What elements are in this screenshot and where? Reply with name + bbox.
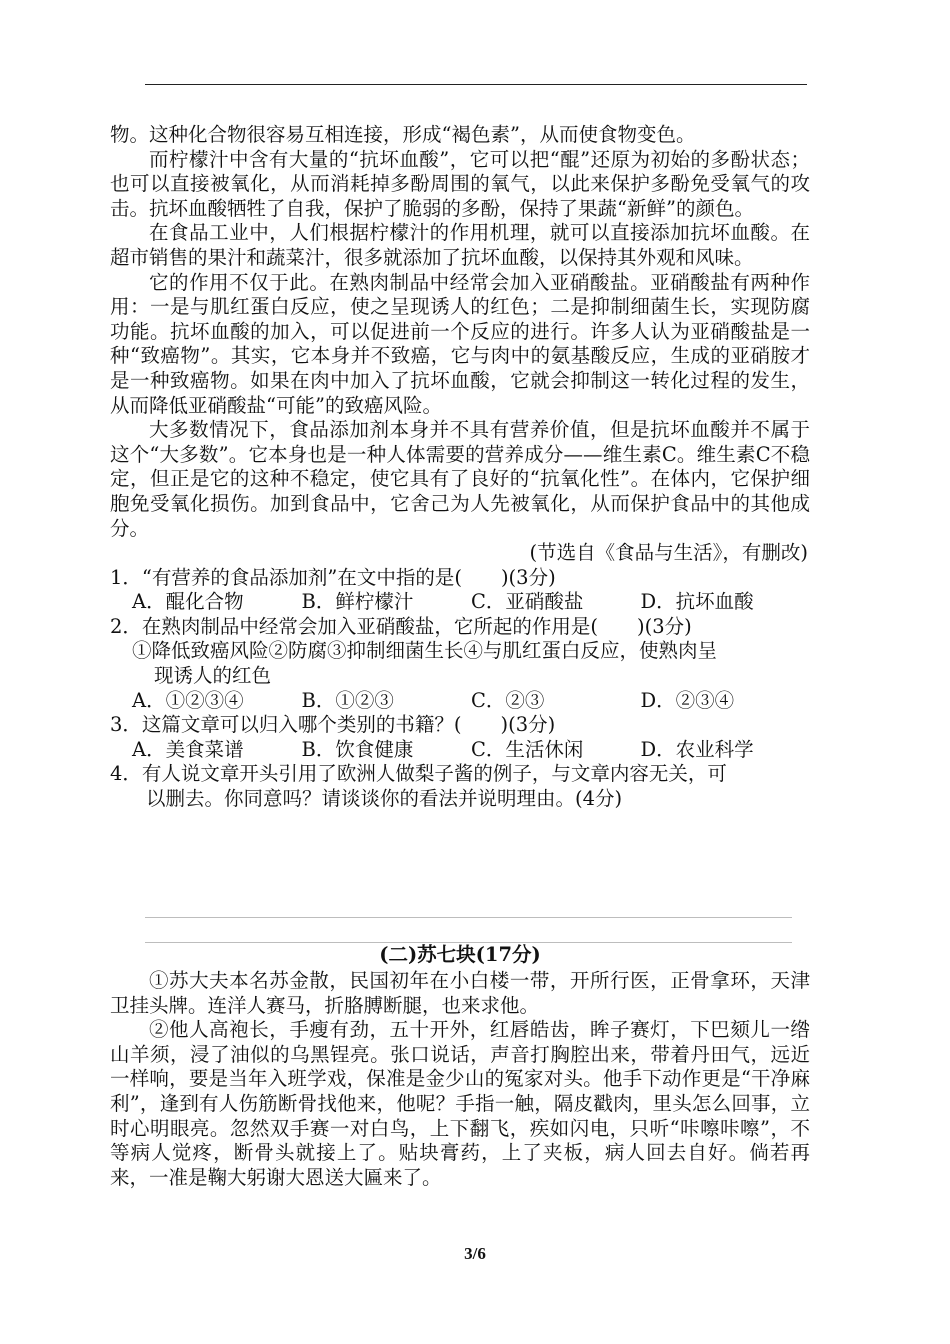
option: B．饮食健康 [301,737,414,761]
section-2-title: (二)苏七块(17分) [379,943,541,966]
question-1: 1．“有营养的食品添加剂”在文中指的是( )(3分) [110,565,556,589]
passage-1-paragraph: 在食品工业中，人们根据柠檬汁的作用机理，就可以直接添加抗坏血酸。在超市销售的果汁和蔬菜汁，很多就添加了抗坏血酸，以保持其外观和风味。 [110,221,810,269]
option: D．抗坏血酸 [640,590,754,614]
question-3: 3．这篇文章可以归入哪个类别的书籍？( )(3分) [110,713,556,737]
question-1-options [110,590,810,615]
option: A．醌化合物 [132,590,244,614]
page-number: 3/6 [464,1244,486,1263]
option: C．生活休闲 [471,737,584,761]
option: B．鲜柠檬汁 [301,590,414,614]
passage-2 [110,969,810,1190]
option: A．美食菜谱 [132,737,244,761]
question-2-options [110,689,810,714]
question-3-options [110,738,810,763]
option: D．②③④ [640,688,735,712]
question-2-statements-cont: 现诱人的红色 [154,664,272,688]
passage-1-paragraph: 物。这种化合物很容易互相连接，形成“褐色素”，从而使食物变色。 [110,123,696,146]
question-4-cont: 以删去。你同意吗？请谈谈你的看法并说明理由。(4分) [146,787,623,811]
passage-2-paragraph: ②他人高袍长，手瘦有劲，五十开外，红唇皓齿，眸子赛灯，下巴颏儿一绺山羊须，浸了油似的乌黑锃亮。张口说话，声音打胸腔出来，带着丹田气，远近一样响，要是当年入班学戏，保准是金少山的冤家对头。他手下动作更是“干净麻利”，逢到有人伤筋断骨找他来，他呢？手指一触，隔皮戳肉，里头怎么回事，立时心明眼亮。忽然双手赛一对白鸟，上下翻飞，疾如闪电，只听“咔嚓咔嚓”，不等病人觉疼，断骨头就接上了。贴块膏药，上了夹板，病人回去自好。倘若再来，一准是鞠大躬谢大恩送大匾来了。 [110,1018,810,1189]
source-citation: (节选自《食品与生活》，有删改) [529,541,808,565]
option: C．②③ [471,688,545,712]
answer-line [145,917,792,918]
option: C．亚硝酸盐 [471,590,584,614]
question-2: 2．在熟肉制品中经常会加入亚硝酸盐，它所起的作用是( )(3分) [110,614,692,638]
passage-1-paragraph: 它的作用不仅于此。在熟肉制品中经常会加入亚硝酸盐。亚硝酸盐有两种作用：一是与肌红蛋白反应，使之呈现诱人的红色；二是抑制细菌生长，实现防腐功能。抗坏血酸的加入，可以促进前一个反应的进行。许多人认为亚硝酸盐是一种“致癌物”。其实，它本身并不致癌，它与肉中的氨基酸反应，生成的亚硝胺才是一种致癌物。如果在肉中加入了抗坏血酸，它就会抑制这一转化过程的发生，从而降低亚硝酸盐“可能”的致癌风险。 [110,270,810,417]
option: A．①②③④ [132,688,244,712]
passage-1-paragraph: 而柠檬汁中含有大量的“抗坏血酸”，它可以把“醌”还原为初始的多酚状态；也可以直接被氧化，从而消耗掉多酚周围的氧气，以此来保护多酚免受氧气的攻击。抗坏血酸牺牲了自我，保护了脆弱的多酚，保持了果蔬“新鲜”的颜色。 [110,147,810,220]
passage-1-paragraph: 大多数情况下，食品添加剂本身并不具有营养价值，但是抗坏血酸并不属于这个“大多数”。它本身也是一种人体需要的营养成分——维生素C。维生素C不稳定，但正是它的这种不稳定，使它具有了良好的“抗氧化性”。在体内，它保护细胞免受氧化损伤。加到食品中，它舍己为人先被氧化，从而保护食品中的其他成分。 [110,418,810,540]
question-4: 4．有人说文章开头引用了欧洲人做梨子酱的例子，与文章内容无关，可 [110,762,727,786]
passage-2-paragraph: ①苏大夫本名苏金散，民国初年在小白楼一带，开所行医，正骨拿环，天津卫挂头牌。连洋人赛马，折胳膊断腿，也来求他。 [110,969,810,1017]
question-2-statements: ①降低致癌风险②防腐③抑制细菌生长④与肌红蛋白反应，使熟肉呈 [132,639,718,663]
header-rule [145,84,807,85]
option: B．①②③ [301,688,394,712]
option: D．农业科学 [640,737,754,761]
passage-1 [110,123,810,812]
